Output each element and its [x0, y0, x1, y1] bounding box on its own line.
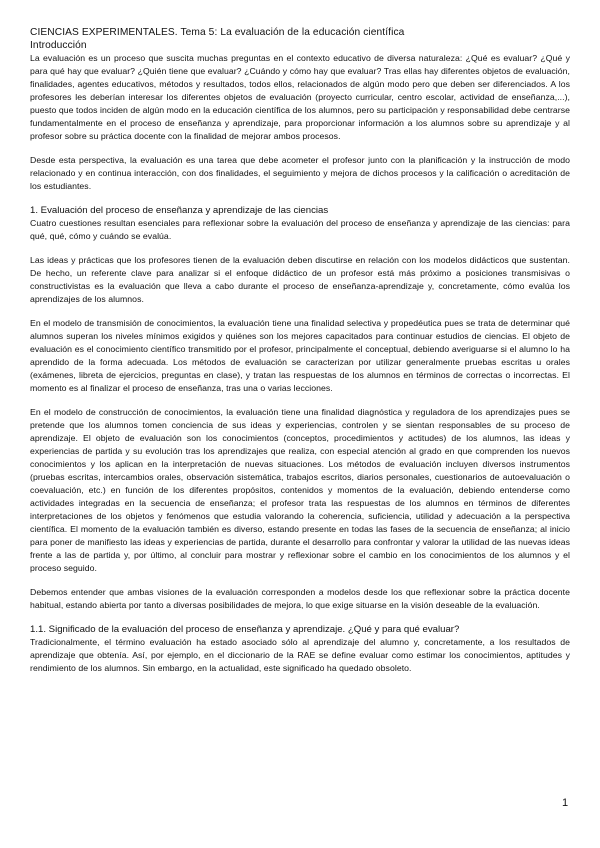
paragraph-section-1-b: Las ideas y prácticas que los profesores tienen de la evaluación deben discutirse en relación con los modelos didácticos que sustentan. De hecho, un referente clave para analizar si el enfoque didáctico de un profesor está más próximo a posiciones transmisivas o constructivistas es la evaluación que lleva a cabo durante el proceso de enseñanza-aprendizaje y, concretamente, cómo evalúa los aprendizajes de los alumnos.	[30, 255, 570, 304]
section-1-1-heading: 1.1. Significado de la evaluación del proceso de enseñanza y aprendizaje. ¿Qué y para qué evaluar?	[30, 624, 460, 635]
paragraph-construction-model: En el modelo de construcción de conocimientos, la evaluación tiene una finalidad diagnóstica y reguladora de los aprendizajes pues se pretende que los alumnos tomen conciencia de sus ideas y experiencias, controlen y se sientan responsables de su proceso de aprendizaje. El objeto de evaluación son los conocimientos (conceptos, procedimientos y actitudes) de los alumnos, las ideas y experiencias de partida y su evolución tras los aprendizajes que realiza, con especial atención al grado en que comprenden los nuevos conocimientos y los aplican en la interpretación de nuevas situaciones. Los métodos de evaluación incluyen diversos instrumentos (pruebas escritas, intercambios orales, observación sistemática, trabajos escritos, diarios personales, cuestionarios de autoevaluación o coevaluación, etc.) en función de los diferentes propósitos, contenidos y momentos de la evaluación, debiendo entenderse como actividades integradas en la secuencia de enseñanza; el profesor trata las respuestas de los alumnos en términos de diferentes interpretaciones de los objetos y fenómenos que estudia valorando la coherencia, suficiencia, utilidad y adecuación a la perspectiva científica. El momento de la evaluación también es diverso, estando presente en todas las fases de la secuencia de enseñanza; al inicio para poner de manifiesto las ideas y experiencias de partida, durante el desarrollo para confrontar y valorar la utilidad de las nuevas ideas frente a las de partida y, por último, al concluir para mostrar y reflexionar sobre el cambio en los conocimientos de los alumnos y el proceso seguido.	[30, 407, 570, 573]
intro-heading: Introducción	[30, 40, 87, 51]
document-page	[30, 26, 570, 675]
paragraph-intro-1: La evaluación es un proceso que suscita muchas preguntas en el contexto educativo de diversa naturaleza: ¿Qué es evaluar? ¿Qué y para qué hay que evaluar? ¿Quién tiene que evaluar? ¿Cuándo y cómo hay que evaluar? Tras ellas hay diferentes objetos de evaluación, finalidades, agentes educativos, métodos y resultados, todos ellos, relacionados de algún modo pero que deben ser diferenciados. A los profesores les deberían interesar los diferentes objetos de evaluación (proyecto curricular, centro escolar, actividad de enseñanza,...), puesto que todos inciden de algún modo en la educación científica de los alumnos, pero su participación y responsabilidad debe centrarse fundamentalmente en el proceso de enseñanza y aprendizaje, para proporcionar información a los alumnos sobre su aprendizaje y al profesor sobre su práctica docente con la finalidad de mejorar ambos procesos.	[30, 53, 570, 141]
paragraph-section-1-1: Tradicionalmente, el término evaluación ha estado asociado sólo al aprendizaje del alumno y, concretamente, a los resultados de aprendizaje que obtenía. Así, por ejemplo, en el diccionario de la RAE se define evaluar como estimar los conocimientos, aptitudes y rendimiento de los alumnos. Sin embargo, en la actualidad, este significado ha quedado obsoleto.	[30, 637, 570, 673]
paragraph-section-1-a: Cuatro cuestiones resultan esenciales para reflexionar sobre la evaluación del proceso de enseñanza y aprendizaje de las ciencias: para qué, qué, cómo y cuándo se evalúa.	[30, 218, 570, 241]
paragraph-intro-2: Desde esta perspectiva, la evaluación es una tarea que debe acometer el profesor junto con la planificación y la instrucción de modo relacionado y en continua interacción, con dos finalidades, el seguimiento y mejora de dichos procesos y la calificación o acreditación de los estudiantes.	[30, 155, 570, 191]
page-number: 1	[562, 797, 569, 809]
paragraph-both-visions: Debemos entender que ambas visiones de la evaluación corresponden a modelos desde los que reflexionar sobre la práctica docente habitual, estando abierta por tanto a diversas posibilidades de mejora, lo que exige situarse en la visión deseable de la evaluación.	[30, 587, 570, 610]
document-title: CIENCIAS EXPERIMENTALES. Tema 5: La evaluación de la educación científica	[30, 27, 405, 38]
section-1-heading: 1. Evaluación del proceso de enseñanza y aprendizaje de las ciencias	[30, 205, 329, 216]
paragraph-transmission-model: En el modelo de transmisión de conocimientos, la evaluación tiene una finalidad selectiva y propedéutica pues se trata de determinar qué alumnos superan los niveles mínimos exigidos y quiénes son los mejores capacitados para continuar estudios de ciencias. El objeto de evaluación es el conocimiento científico transmitido por el profesor, principalmente el conceptual, debiendo averiguarse si el alumno lo ha aprendido de la forma adecuada. Los métodos de evaluación se caracterizan por utilizar generalmente pruebas escritas u orales (exámenes, libreta de ejercicios, preguntas en clase), y tratan las respuestas de los alumnos en términos de correctas o incorrectas. El momento es al finalizar el proceso de enseñanza, tras una o varias lecciones.	[30, 318, 570, 393]
